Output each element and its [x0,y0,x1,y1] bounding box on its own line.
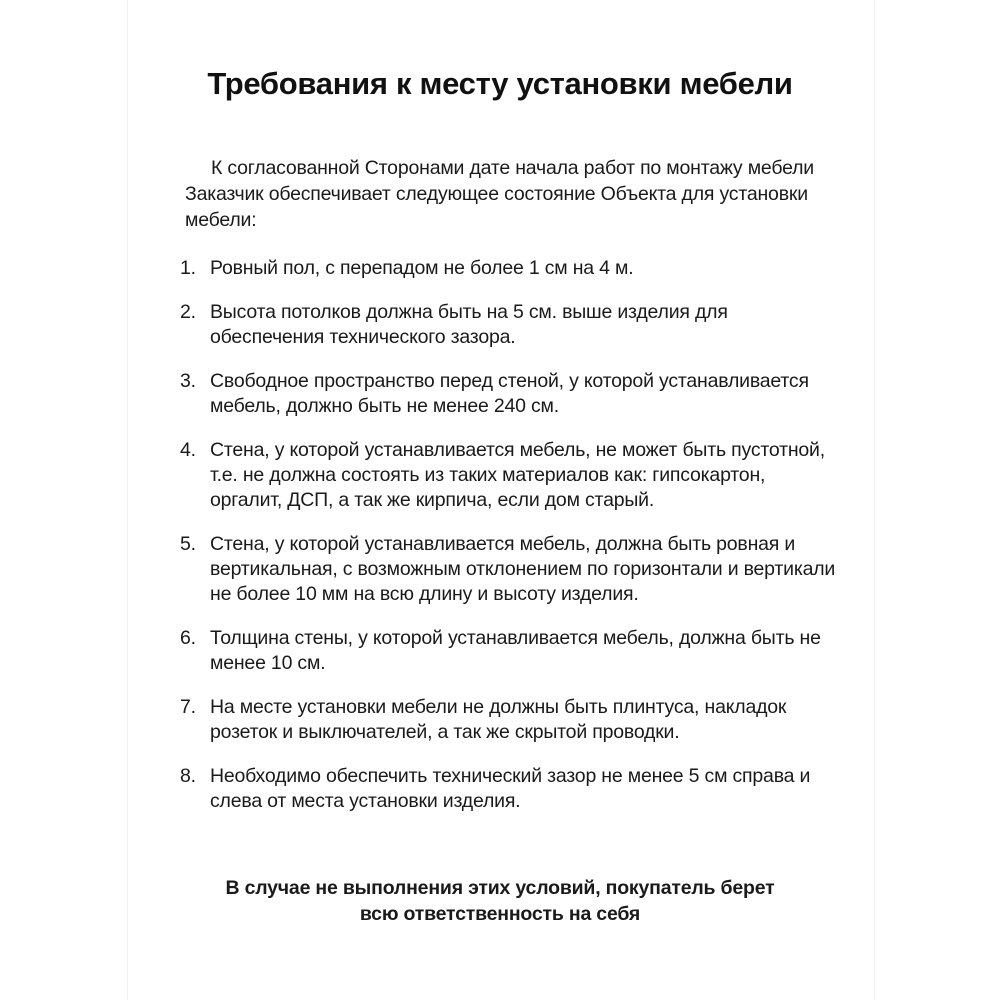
list-item [180,369,840,419]
list-item [180,300,840,350]
intro-paragraph: К согласованной Сторонами дате начала работ по монтажу мебели Заказчик обеспечивает следующее состояние Объекта для установки мебели: [185,157,814,231]
list-item-text: Стена, у которой устанавливается мебель, не может быть пустотной, т.е. не должна состоять из таких материалов как: гипсокартон, оргалит, ДСП, а так же кирпича, если дом старый. [210,439,825,511]
list-item-number: 1. [180,257,196,279]
page-title: Требования к месту установки мебели [207,66,793,101]
requirements-list [180,256,840,833]
list-item [180,532,840,607]
list-item-number: 3. [180,370,196,392]
list-item-text: Ровный пол, с перепадом не более 1 см на 4 м. [210,257,634,279]
responsibility-note [0,875,1000,927]
list-item-number: 4. [180,439,196,461]
list-item-number: 7. [180,696,196,718]
list-item-text: Свободное пространство перед стеной, у которой устанавливается мебель, должно быть не менее 240 см. [210,370,809,417]
list-item [180,626,840,676]
list-item-number: 2. [180,301,196,323]
list-item [180,256,840,281]
list-item-text: Толщина стены, у которой устанавливается мебель, должна быть не менее 10 см. [210,627,821,674]
list-item-text: Стена, у которой устанавливается мебель, должна быть ровная и вертикальная, с возможным отклонением по горизонтали и вертикали не более 10 мм на всю длину и высоту изделия. [210,533,836,605]
list-item-number: 6. [180,627,196,649]
list-item-number: 8. [180,765,196,787]
list-item-number: 5. [180,533,196,555]
list-item-text: На месте установки мебели не должны быть плинтуса, накладок розеток и выключателей, а так же скрытой проводки. [210,696,787,743]
responsibility-note-line-1: В случае не выполнения этих условий, покупатель берет [225,877,775,899]
list-item [180,764,840,814]
responsibility-note-line-2: всю ответственность на себя [359,903,641,925]
list-item-text: Необходимо обеспечить технический зазор не менее 5 см справа и слева от места установки изделия. [210,765,811,812]
list-item-text: Высота потолков должна быть на 5 см. выше изделия для обеспечения технического зазора. [210,301,728,348]
list-item [180,695,840,745]
list-item [180,438,840,513]
